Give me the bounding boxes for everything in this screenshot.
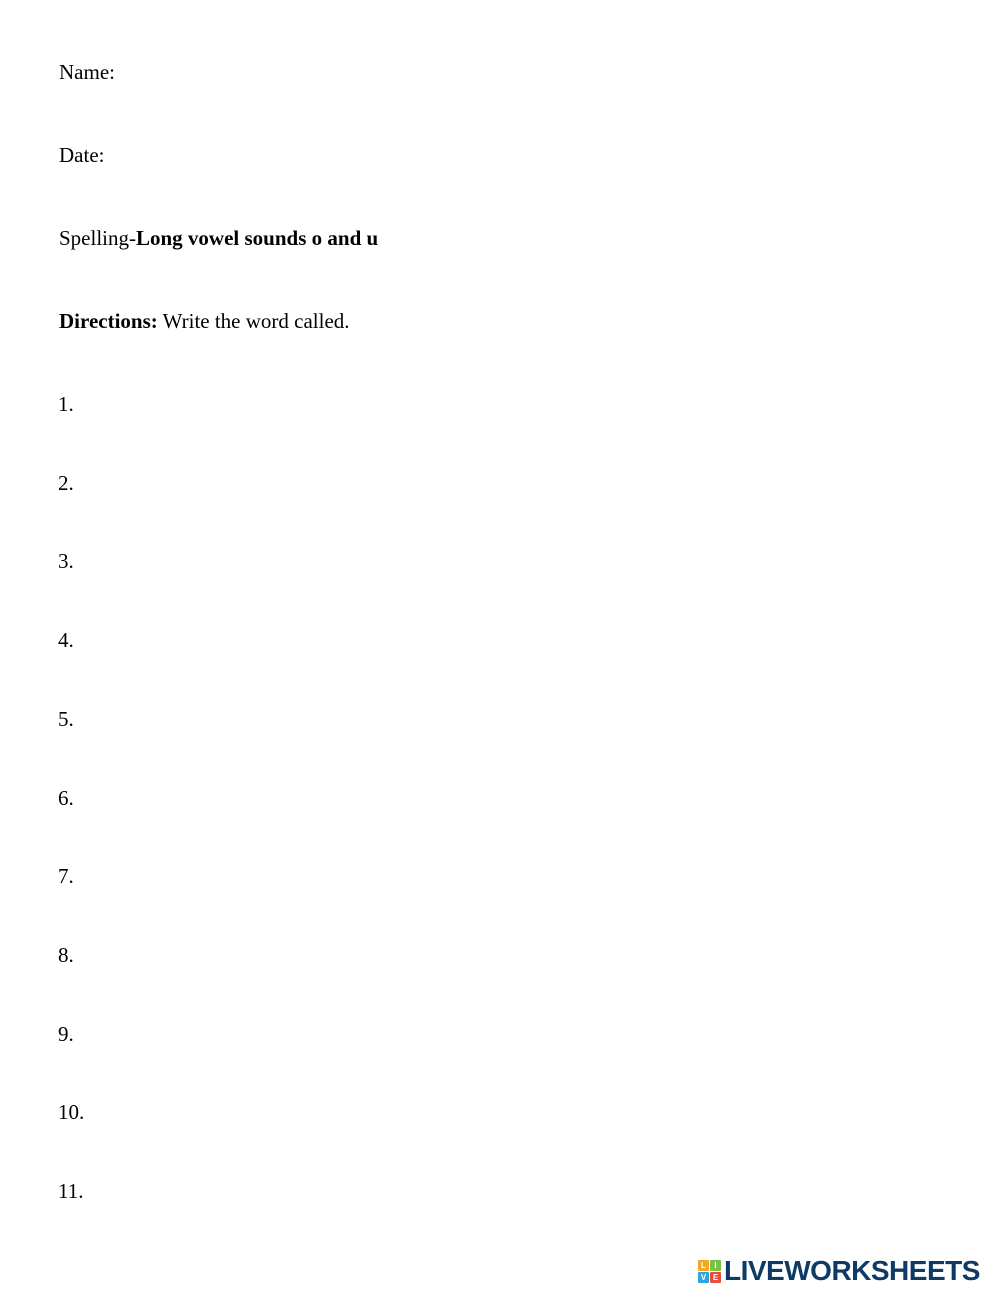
logo-text: LIVEWORKSHEETS [724, 1255, 980, 1286]
logo-letter-e: E [710, 1272, 721, 1283]
liveworksheets-logo [698, 1256, 980, 1286]
logo-letter-l: L [698, 1260, 709, 1271]
item-number: 6. [58, 786, 74, 810]
item-number: 2. [58, 471, 74, 495]
logo-grid-icon [698, 1260, 721, 1283]
item-number: 8. [58, 943, 74, 967]
logo-letter-i: I [710, 1260, 721, 1271]
name-label: Name: [59, 60, 115, 84]
title-prefix: Spelling- [59, 226, 136, 250]
worksheet-title [59, 226, 378, 250]
item-number: 4. [58, 628, 74, 652]
item-number: 3. [58, 549, 74, 573]
item-number: 10. [58, 1100, 85, 1124]
item-number: 5. [58, 707, 74, 731]
directions-label: Directions: [59, 309, 158, 333]
directions [59, 309, 350, 333]
title-topic: Long vowel sounds o and u [136, 226, 379, 250]
item-number: 11. [58, 1179, 84, 1203]
item-number: 1. [58, 392, 74, 416]
item-number: 9. [58, 1022, 74, 1046]
logo-letter-v: V [698, 1272, 709, 1283]
date-label: Date: [59, 143, 105, 167]
item-number: 7. [58, 864, 74, 888]
directions-text: Write the word called. [157, 309, 350, 333]
